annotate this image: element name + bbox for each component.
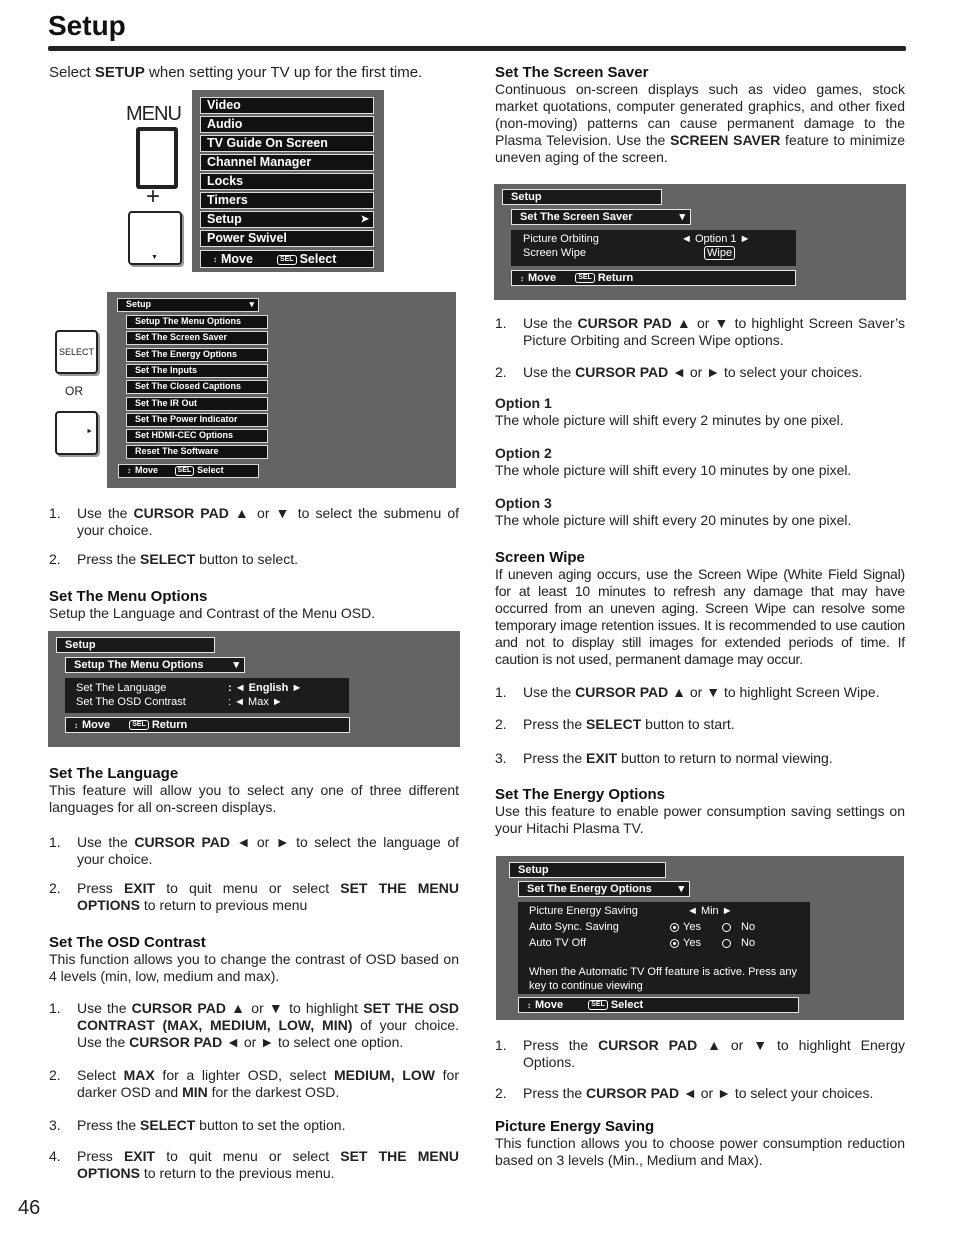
main-menu-footer: ↕ Move SEL Select xyxy=(200,250,374,268)
option-title: Option 2 xyxy=(495,445,552,461)
step-item: 4. Press EXIT to quit menu or select SET THE MENU OPTIONS to return to the previous menu. xyxy=(49,1148,459,1181)
step-item: 2. Press the SELECT button to start. xyxy=(495,716,735,732)
osd-submenu: Setup The Menu Options ▾ xyxy=(65,657,245,673)
osd-row-label: Set The OSD Contrast xyxy=(76,696,186,708)
setup-menu-item[interactable]: Set HDMI-CEC Options xyxy=(126,429,268,443)
picture-energy-desc: This function allows you to choose power consumption reduction based on 3 levels (Min., Medium and Max). xyxy=(495,1135,905,1168)
osd-options-panel xyxy=(518,902,810,994)
osd-options-panel xyxy=(65,678,349,713)
picture-energy-section xyxy=(495,1118,905,1169)
auto-off-note: When the Automatic TV Off feature is active. Press any key to continue viewing xyxy=(529,966,797,992)
option-text: The whole picture will shift every 2 minutes by one pixel. xyxy=(495,412,844,428)
osd-row-label: Picture Orbiting xyxy=(523,233,599,245)
menu-options-heading: Set The Menu Options xyxy=(49,588,208,605)
step-item: 1. Use the CURSOR PAD ▲ or ▼ to highlight SET THE OSD CONTRAST (MAX, MEDIUM, LOW, MIN) of your choice. Use the CURSOR PAD ◄ or ► to select one option. xyxy=(49,1000,460,1050)
osd-row-value: : ◄ Max ► xyxy=(228,696,283,708)
option-text: The whole picture will shift every 20 minutes by one pixel. xyxy=(495,512,852,528)
language-desc: This feature will allow you to select any one of three different languages for all on-screen displays. xyxy=(49,782,459,815)
setup-menu-osd xyxy=(107,292,456,488)
energy-osd xyxy=(496,856,904,1020)
screen-saver-osd xyxy=(494,184,906,300)
osd-header: Setup xyxy=(509,862,666,878)
cursor-right-button-icon: ► xyxy=(55,411,98,455)
option-text: The whole picture will shift every 10 minutes by one pixel. xyxy=(495,462,852,478)
wipe-button[interactable]: Wipe xyxy=(704,246,735,260)
menu-button-icon xyxy=(136,127,178,189)
osd-header: Setup xyxy=(56,637,215,653)
menu-options-section xyxy=(49,588,459,622)
setup-menu-item[interactable]: Set The Screen Saver xyxy=(126,331,268,345)
plus-icon: + xyxy=(146,183,161,210)
menu-options-desc: Setup the Language and Contrast of the Menu OSD. xyxy=(49,605,376,621)
osd-row-label: Set The Language xyxy=(76,682,167,694)
osd-row-value: ◄ Option 1 ► xyxy=(681,233,751,245)
main-menu-item[interactable]: Video xyxy=(200,97,374,114)
step-item: 3. Press the EXIT button to return to normal viewing. xyxy=(495,750,833,766)
page-title: Setup xyxy=(48,10,126,41)
step-item: 2. Press EXIT to quit menu or select SET THE MENU OPTIONS to return to previous menu xyxy=(49,880,459,913)
main-menu-item[interactable]: Locks xyxy=(200,173,374,190)
auto-tv-off-no-radio[interactable]: No xyxy=(722,937,755,949)
step-item: 2. Press the CURSOR PAD ◄ or ► to select your choices. xyxy=(495,1085,874,1101)
select-button-icon: SELECT xyxy=(55,330,98,374)
step-item: 1. Use the CURSOR PAD ▲ or ▼ to highlight Screen Saver’s Picture Orbiting and Screen Wipe options. xyxy=(495,315,905,348)
or-label: OR xyxy=(65,384,83,398)
step-item: 1. Use the CURSOR PAD ▲ or ▼ to select the submenu of your choice. xyxy=(49,505,460,538)
osd-row-value: : ◄ English ► xyxy=(228,682,303,694)
screen-saver-heading: Set The Screen Saver xyxy=(495,64,649,81)
energy-heading: Set The Energy Options xyxy=(495,786,666,803)
main-menu-osd xyxy=(192,90,384,272)
cursor-down-button-icon: ▼ xyxy=(128,211,182,265)
page-number: 46 xyxy=(18,1197,41,1219)
step-item: 2. Use the CURSOR PAD ◄ or ► to select your choices. xyxy=(495,364,863,380)
setup-menu-item[interactable]: Set The Closed Captions xyxy=(126,380,268,394)
auto-tv-off-yes-radio[interactable]: Yes xyxy=(670,937,701,949)
title-rule xyxy=(48,46,906,51)
screen-saver-steps xyxy=(495,315,905,529)
option-title: Option 1 xyxy=(495,395,552,411)
menu-label: MENU xyxy=(126,103,181,125)
step-item: 1. Use the CURSOR PAD ◄ or ► to select the language of your choice. xyxy=(49,834,460,867)
step-item: 3. Press the SELECT button to set the option. xyxy=(49,1117,346,1133)
osd-submenu: Set The Energy Options ▾ xyxy=(518,881,690,897)
osd-contrast-desc: This function allows you to change the contrast of OSD based on 4 levels (min, low, medium and max). xyxy=(49,951,459,984)
step-item: 1. Use the CURSOR PAD ▲ or ▼ to highlight Screen Wipe. xyxy=(495,684,880,700)
screen-saver-desc: Continuous on-screen displays such as video games, stock market quotations, computer generated graphics, and other fixed (non-moving) patterns can cause permanent damage to the Plasma Television. Use the SCREEN SAVER feature to minimize uneven aging of the screen. xyxy=(495,81,905,165)
osd-row-label: Picture Energy Saving xyxy=(529,905,638,917)
menu-options-osd xyxy=(48,631,460,747)
left-steps xyxy=(49,505,459,568)
osd-row-value: ◄ Min ► xyxy=(687,905,733,917)
osd-submenu: Set The Screen Saver ▾ xyxy=(511,209,691,225)
main-menu-item[interactable]: Power Swivel xyxy=(200,230,374,247)
screen-wipe-section xyxy=(495,549,905,767)
setup-menu-item[interactable]: Set The IR Out xyxy=(126,397,268,411)
auto-sync-no-radio[interactable]: No xyxy=(722,921,755,933)
setup-menu-item[interactable]: Setup The Menu Options xyxy=(126,315,268,329)
step-item: 1. Press the CURSOR PAD ▲ or ▼ to highlight Energy Options. xyxy=(495,1037,906,1070)
osd-contrast-section xyxy=(49,934,459,1182)
picture-energy-heading: Picture Energy Saving xyxy=(495,1118,655,1135)
screen-wipe-desc: If uneven aging occurs, use the Screen Wipe (White Field Signal) for at least 10 minutes to refresh any damage that may have occurred from an uneven aging. Screen Wipe can resolve some temporary image retention issues. It is recommended to use caution and not to display still images for extended periods of time. If caution is not used, permanent damage may occur. xyxy=(495,566,905,667)
main-menu-item[interactable]: Channel Manager xyxy=(200,154,374,171)
auto-sync-yes-radio[interactable]: Yes xyxy=(670,921,701,933)
energy-steps xyxy=(495,1037,905,1102)
setup-menu-header: Setup ▾ xyxy=(117,298,259,312)
osd-row-label: Auto TV Off xyxy=(529,937,587,949)
osd-footer: ↕ Move SEL Return xyxy=(511,270,796,286)
language-heading: Set The Language xyxy=(49,765,179,782)
option-title: Option 3 xyxy=(495,495,552,511)
main-menu-item[interactable]: TV Guide On Screen xyxy=(200,135,374,152)
screen-saver-section xyxy=(495,64,905,166)
osd-footer: ↕ Move SEL Return xyxy=(65,717,350,733)
main-menu-item[interactable]: Audio xyxy=(200,116,374,133)
energy-desc: Use this feature to enable power consumption saving settings on your Hitachi Plasma TV. xyxy=(495,803,905,836)
step-item: 2. Press the SELECT button to select. xyxy=(49,551,298,567)
screen-wipe-heading: Screen Wipe xyxy=(495,549,585,566)
osd-options-panel xyxy=(511,230,796,266)
submenu-arrow-icon: ➤ xyxy=(360,214,369,225)
osd-contrast-heading: Set The OSD Contrast xyxy=(49,934,206,951)
setup-menu-item[interactable]: Set The Power Indicator xyxy=(126,413,268,427)
setup-menu-footer: ↕ Move SEL Select xyxy=(118,464,259,478)
main-menu-item[interactable]: Setup ➤ xyxy=(200,211,374,228)
osd-header: Setup xyxy=(502,189,662,205)
osd-row-label: Screen Wipe xyxy=(523,247,586,259)
osd-footer: ↕ Move SEL Select xyxy=(518,997,799,1013)
intro-text: Select SETUP when setting your TV up for the first time. xyxy=(49,64,423,81)
step-item: 2. Select MAX for a lighter OSD, select MEDIUM, LOW for darker OSD and MIN for the darkest OSD. xyxy=(49,1067,459,1100)
setup-menu-item[interactable]: Set The Energy Options xyxy=(126,348,268,362)
energy-section xyxy=(495,786,905,837)
main-menu-item[interactable]: Timers xyxy=(200,192,374,209)
setup-menu-item[interactable]: Set The Inputs xyxy=(126,364,268,378)
osd-row-label: Auto Sync. Saving xyxy=(529,921,619,933)
setup-menu-item[interactable]: Reset The Software xyxy=(126,445,268,459)
language-section xyxy=(49,765,459,914)
